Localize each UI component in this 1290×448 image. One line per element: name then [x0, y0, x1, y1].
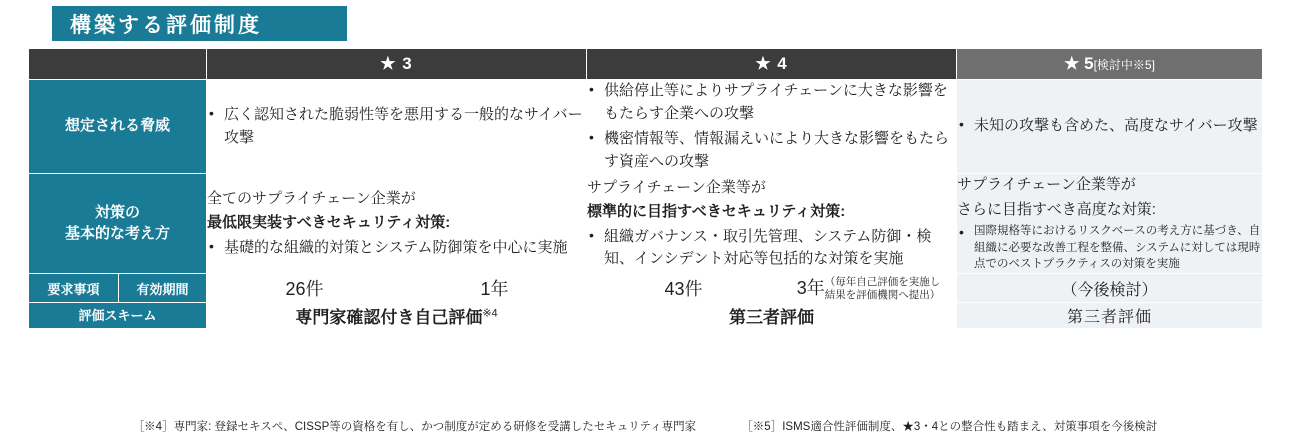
footnote-4: ［※4］専門家: 登録セキスペ、CISSP等の資格を有し、かつ制度が定める研修を受講したセキュリティ専門家 [132, 421, 697, 433]
policy-star5-lead2: さらに目指すべき高度な対策: [957, 200, 1156, 218]
header-star5-label: ★ 5 [1064, 54, 1094, 73]
policy-star4-lead: サプライチェーン企業等が [587, 178, 766, 196]
table-row-policy [29, 174, 1263, 274]
list-item: • 供給停止等によりサプライチェーンに大きな影響をもたらす企業への攻撃 [587, 80, 956, 125]
row-label-policy-line1: 対策の [94, 204, 140, 222]
policy-star5-lead1: サプライチェーン企業等が [957, 176, 1136, 193]
scheme-star3-label: 専門家確認付き自己評価 [295, 308, 483, 328]
row-label-threat: 想定される脅威 [29, 80, 207, 174]
note-line1: 毎年自己評価を実施し [835, 276, 941, 289]
policy-star4-cell [587, 174, 957, 274]
table-row-requirement [29, 274, 1263, 303]
requirement-star4-period-note: （毎年自己評価を実施し 結果を評価機関へ提出） [824, 276, 941, 302]
page-title: 構築する評価制度 [70, 13, 262, 37]
note-line2: 結果を評価機関へ提出 [824, 289, 930, 302]
footnotes [28, 418, 1262, 434]
header-blank-cell [29, 49, 207, 80]
row-label-scheme: 評価スキーム [29, 303, 207, 329]
threat-star3-cell [207, 80, 587, 174]
scheme-star3-footnote-mark: ※4 [482, 307, 498, 320]
list-item: • 組織ガバナンス・取引先管理、システム防御・検知、インシデント対応等包括的な対策を実施 [587, 226, 956, 271]
row-label-policy [29, 174, 207, 274]
evaluation-matrix-table [28, 48, 1263, 329]
policy-star4-lead-bold: 標準的に目指すべきセキュリティ対策: [587, 203, 846, 220]
scheme-star4: 第三者評価 [587, 303, 957, 329]
policy-star3-lead-bold: 最低限実装すべきセキュリティ対策: [207, 214, 451, 232]
footnote-5: ［※5］ISMS適合性評価制度、★3・4との整合性も踏まえ、対策事項を今後検討 [741, 421, 1158, 433]
table-row-threat [29, 80, 1263, 174]
policy-star3-cell [207, 174, 587, 274]
table-header-row [29, 49, 1263, 80]
requirement-star5: （今後検討） [957, 274, 1263, 303]
policy-star3-lead: 全てのサプライチェーン企業が [207, 189, 416, 207]
requirement-star4-count: 43件 [587, 274, 781, 303]
table-row-scheme [29, 303, 1263, 329]
row-label-requirement: 要求事項 [29, 274, 119, 303]
list-item: • 国際規格等におけるリスクベースの考え方に基づき、自組織に必要な改善工程を整備、システムに対しては現時点でのベストプラクティスの対策を実施 [957, 223, 1262, 273]
threat-star5-cell [957, 80, 1263, 174]
header-star5-note: [検討中※5] [1093, 58, 1155, 72]
requirement-star3-period: 1年 [403, 274, 587, 303]
requirement-star4-period-value: 3年 [796, 278, 825, 299]
page-title-bar [52, 6, 347, 41]
threat-star4-cell [587, 80, 957, 174]
header-star4: ★ 4 [587, 49, 957, 80]
requirement-star3-count: 26件 [207, 274, 403, 303]
list-item: • 機密情報等、情報漏えいにより大きな影響をもたらす資産への攻撃 [587, 128, 956, 173]
scheme-star5: 第三者評価 [957, 303, 1263, 329]
row-label-policy-line2: 基本的な考え方 [64, 224, 170, 242]
requirement-star4-period [781, 274, 957, 303]
scheme-star3 [207, 303, 587, 329]
list-item: • 未知の攻撃も含めた、高度なサイバー攻撃 [957, 115, 1262, 138]
header-star5 [957, 49, 1263, 80]
policy-star5-cell [957, 174, 1263, 274]
header-star3: ★ 3 [207, 49, 587, 80]
row-label-validity-period: 有効期間 [119, 274, 207, 303]
list-item: • 広く認知された脆弱性等を悪用する一般的なサイバー攻撃 [207, 104, 586, 149]
list-item: • 基礎的な組織的対策とシステム防御策を中心に実施 [207, 237, 586, 260]
